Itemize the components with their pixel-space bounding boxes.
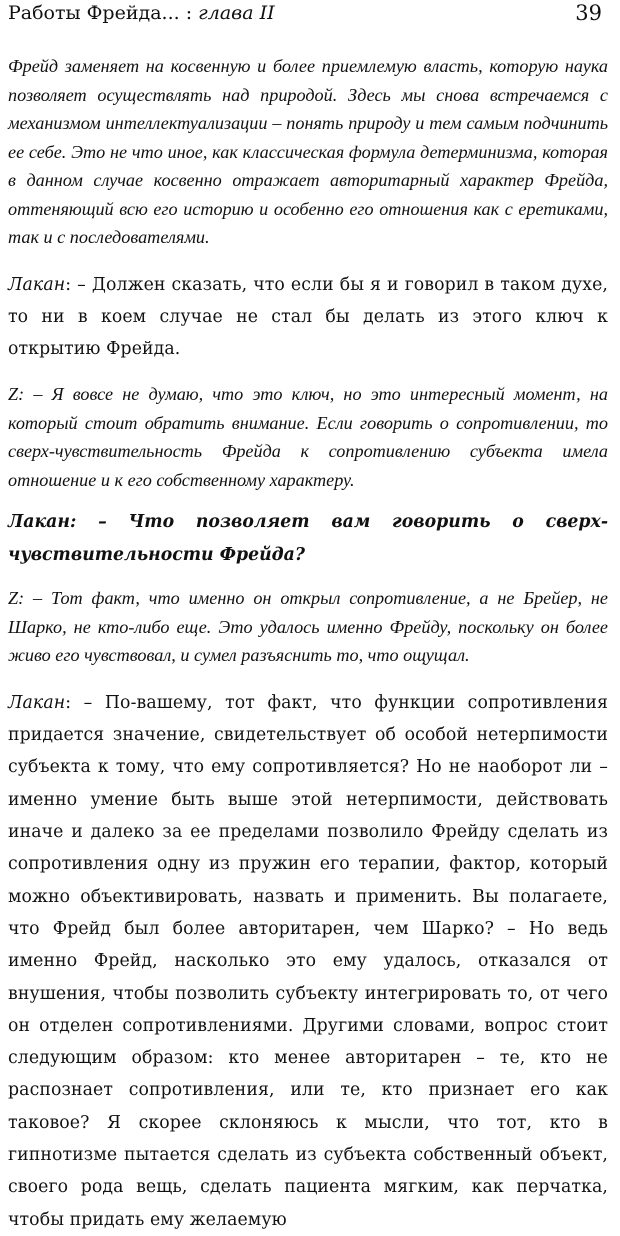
paragraph-3 [8,380,608,494]
running-title [8,2,275,24]
paragraph-4-text: Лакан: – Что позволяет вам говорить о сверх-чувствительности Фрейда? [8,512,608,565]
paragraph-2 [8,269,608,366]
speaker-lacan: Лакан [8,274,66,295]
speaker-lacan: Лакан [8,692,66,713]
running-title-text: Работы Фрейда... : [8,2,199,24]
paragraph-6-text: : – По-вашему, тот факт, что функции сопротивления придается значение, свидетельствует об особой нетерпимости субъекта к тому, что ему сопротивляется? Но не наоборот ли – именно умение быть выше этой нетерпимости, действовать иначе и далеко за ее пределами позволило Фрейду сделать из сопротивления одну из пружин его терапии, фактор, который можно объективировать, назвать и применить. Вы полагаете, что Фрейд был более авторитарен, чем Шарко? – Но ведь именно Фрейд, насколько это ему удалось, отказался от внушения, чтобы позволить субъекту интегрировать то, от чего он отделен сопротивлениями. Другими словами, вопрос стоит следующим образом: кто менее авторитарен – те, кто не распознает сопротивления, или те, кто признает его как таковое? Я скорее склоняюсь к мысли, что тот, кто в гипнотизме пытается сделать из субъекта собственный объект, своего рода вещь, сделать пациента мягким, как перчатка, чтобы придать ему желаемую [8,692,608,1230]
paragraph-2-text: : – Должен сказать, что если бы я и говорил в таком духе, то ни в коем случае не стал бы делать из этого ключ к открытию Фрейда. [8,274,608,360]
paragraph-4 [8,506,608,571]
paragraph-1 [8,52,608,252]
paragraph-5-text: Z: – Тот факт, что именно он открыл сопротивление, а не Брейер, не Шарко, не кто-либо еще. Это удалось именно Фрейду, поскольку он более живо его чувствовал, и сумел разъяснить то, что ощущал. [8,588,608,666]
running-title-chapter: глава II [198,2,275,24]
paragraph-1-text: Фрейд заменяет на косвенную и более приемлемую власть, которую наука позволяет осуществлять над природой. Здесь мы снова встречаемся с механизмом интеллектуализации – понять природу и тем самым подчинить ее себе. Это не что иное, как классическая формула детерминизма, которая в данном случае косвенно отражает авторитарный характер Фрейда, оттеняющий всю его историю и особенно его отношения как с еретиками, так и с последователями. [8,56,608,247]
running-header [8,0,608,34]
paragraph-3-text: Z: – Я вовсе не думаю, что это ключ, но это интересный момент, на который стоит обратить внимание. Если говорить о сопротивлении, то сверх-чувствительность Фрейда к сопротивлению субъекта имела отношение и к его собственному характеру. [8,384,608,490]
page-number: 39 [575,1,602,25]
paragraph-6 [8,687,608,1236]
paragraph-5 [8,584,608,670]
